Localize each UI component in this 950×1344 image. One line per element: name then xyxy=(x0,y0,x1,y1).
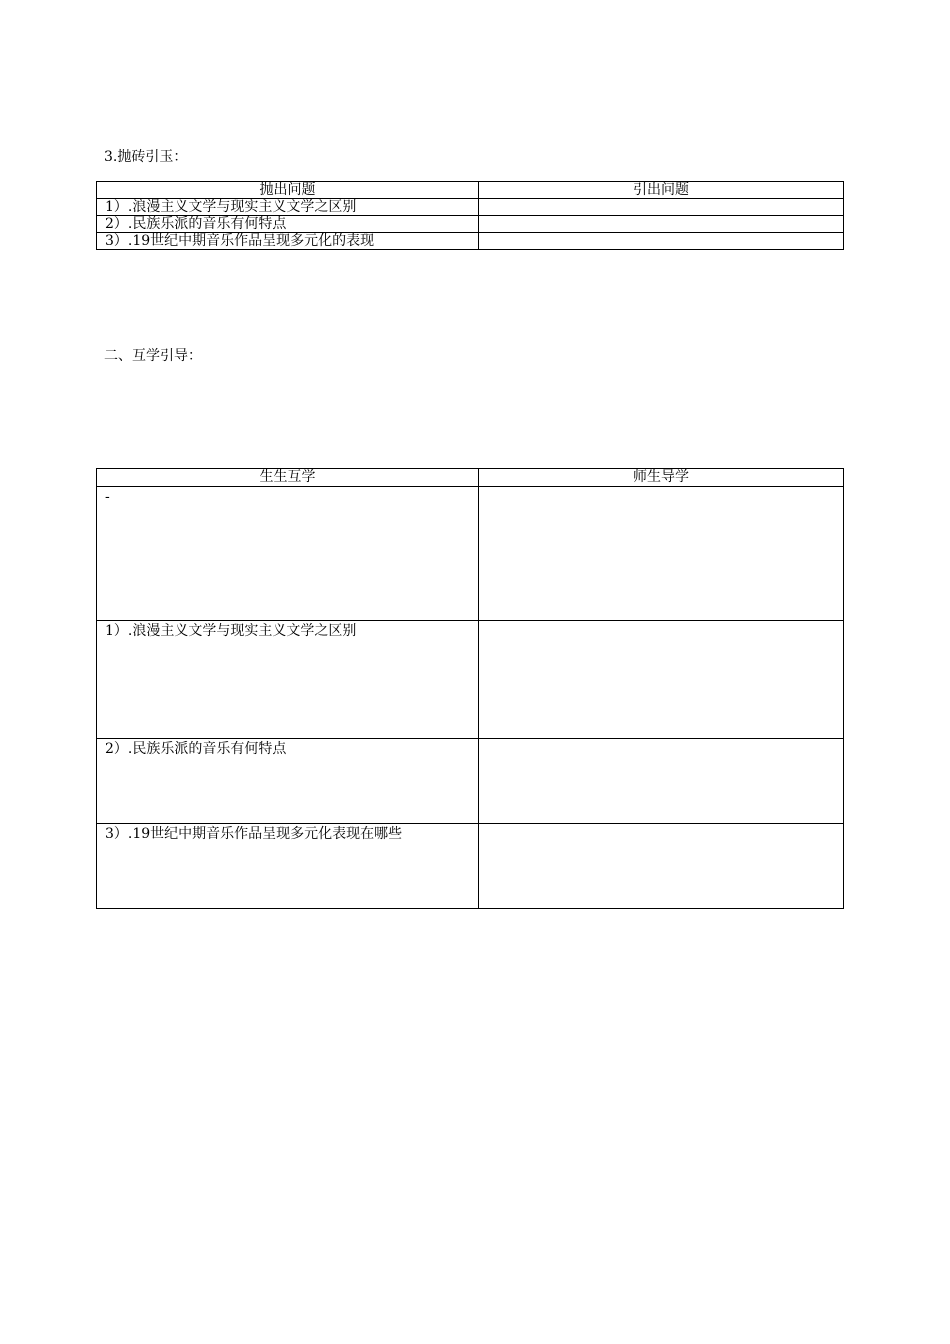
table-row xyxy=(97,233,844,250)
student-cell: 3）.19世纪中期音乐作品呈现多元化表现在哪些 xyxy=(97,824,479,909)
teacher-cell xyxy=(479,621,844,739)
student-cell: 2）.民族乐派的音乐有何特点 xyxy=(97,739,479,824)
teacher-cell xyxy=(479,739,844,824)
table-row xyxy=(97,621,844,739)
teacher-cell xyxy=(479,824,844,909)
answer-cell xyxy=(479,199,844,216)
header-cell-student-mutual: 生生互学 xyxy=(97,469,479,487)
header-cell-derived-questions: 引出问题 xyxy=(479,182,844,199)
header-cell-teacher-guided: 师生导学 xyxy=(479,469,844,487)
answer-cell xyxy=(479,216,844,233)
table-header-row xyxy=(97,182,844,199)
header-cell-raise-questions: 抛出问题 xyxy=(97,182,479,199)
table-row xyxy=(97,216,844,233)
student-cell: - xyxy=(97,487,479,621)
questions-table xyxy=(96,181,844,250)
table-row xyxy=(97,739,844,824)
question-cell: 2）.民族乐派的音乐有何特点 xyxy=(97,216,479,233)
table-header-row xyxy=(97,469,844,487)
question-cell: 1）.浪漫主义文学与现实主义文学之区别 xyxy=(97,199,479,216)
table-row xyxy=(97,199,844,216)
teacher-cell xyxy=(479,487,844,621)
section-heading-mutual-learning: 二、互学引导： xyxy=(104,348,202,364)
student-cell: 1）.浪漫主义文学与现实主义文学之区别 xyxy=(97,621,479,739)
section-heading-brick: 3.抛砖引玉： xyxy=(104,149,188,165)
question-cell: 3）.19世纪中期音乐作品呈现多元化的表现 xyxy=(97,233,479,250)
mutual-learning-table xyxy=(96,468,844,909)
table-row xyxy=(97,487,844,621)
answer-cell xyxy=(479,233,844,250)
table-row xyxy=(97,824,844,909)
